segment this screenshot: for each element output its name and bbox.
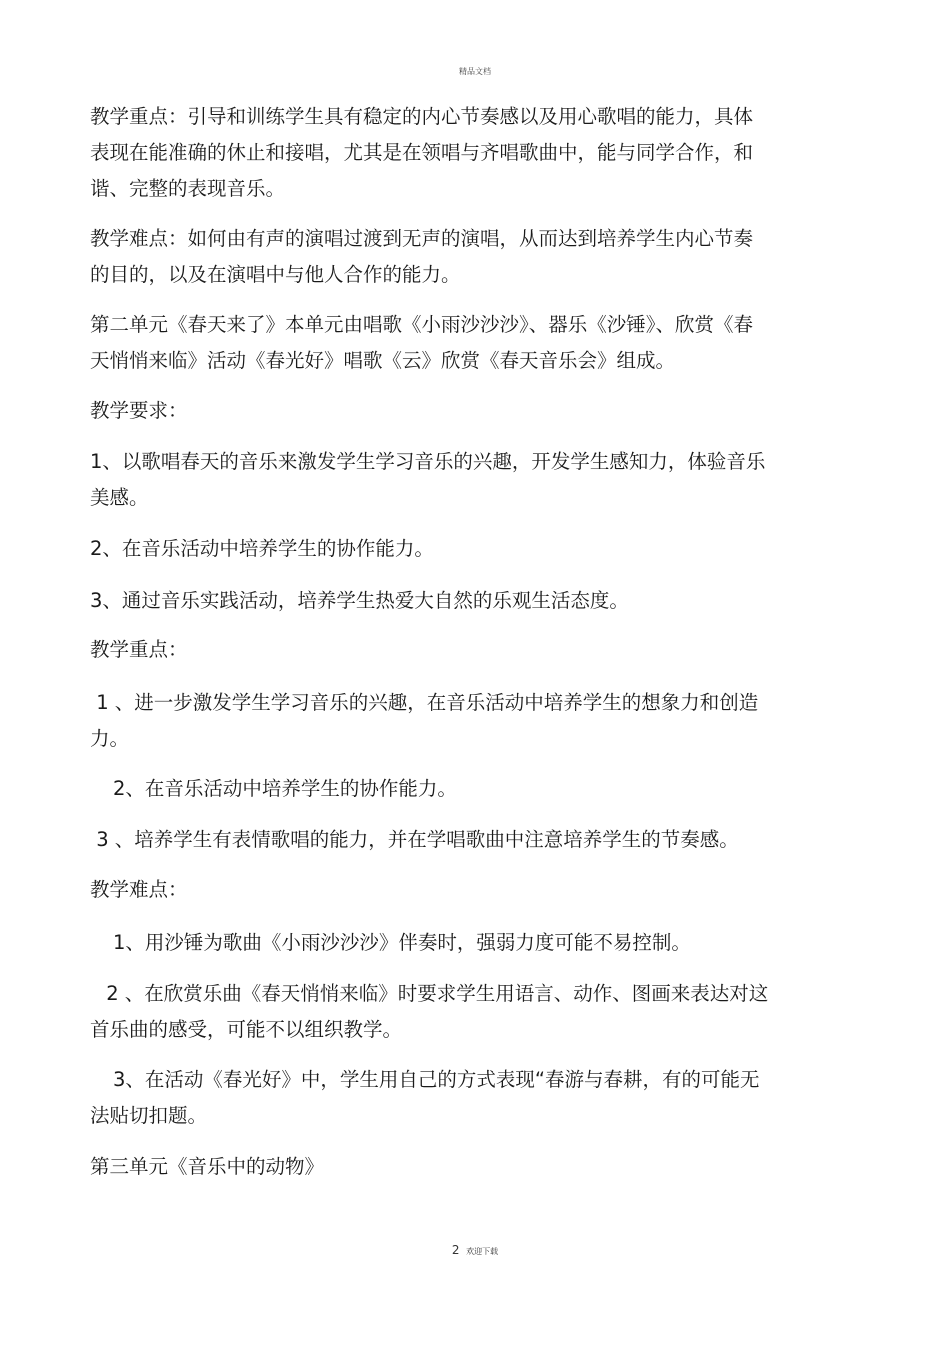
heading-unit-three [90, 1149, 830, 1185]
paragraph-teaching-focus-1 [90, 99, 830, 207]
text-line: 表现在能准确的休止和接唱，尤其是在领唱与齐唱歌曲中，能与同学合作，和 [90, 141, 754, 164]
footer-text: 欢迎下载 [466, 1247, 499, 1256]
text-line: 教学重点： [90, 638, 188, 661]
difficulty-item-1 [113, 925, 853, 961]
text-line: 美感。 [90, 486, 149, 509]
text-line: 法贴切扣题。 [90, 1104, 208, 1127]
text-line: 第三单元《音乐中的动物》 [90, 1155, 325, 1178]
focus-item-1 [90, 685, 830, 757]
text-line: 2、在音乐活动中培养学生的协作能力。 [113, 777, 457, 800]
text-line: 2、在音乐活动中培养学生的协作能力。 [90, 537, 434, 560]
text-line: 首乐曲的感受，可能不以组织教学。 [90, 1018, 403, 1041]
requirement-item-1 [90, 444, 830, 516]
text-line: 谐、完整的表现音乐。 [90, 177, 286, 200]
text-line: 3 、培养学生有表情歌唱的能力，并在学唱歌曲中注意培养学生的节奏感。 [90, 828, 739, 851]
text-line: 3、通过音乐实践活动，培养学生热爱大自然的乐观生活态度。 [90, 589, 629, 612]
heading-teaching-requirements [90, 393, 830, 429]
requirement-item-2 [90, 531, 830, 567]
heading-teaching-difficulty [90, 872, 830, 908]
focus-item-2 [113, 771, 853, 807]
text-line: 1、以歌唱春天的音乐来激发学生学习音乐的兴趣，开发学生感知力，体验音乐 [90, 450, 766, 473]
paragraph-unit-two-intro [90, 307, 830, 379]
requirement-item-3 [90, 583, 830, 619]
difficulty-item-2 [90, 976, 830, 1048]
text-line: 力。 [90, 727, 130, 750]
text-line: 第二单元《春天来了》本单元由唱歌《小雨沙沙沙》、器乐《沙锤》、欣赏《春 [90, 313, 754, 336]
paragraph-teaching-difficulty-1 [90, 221, 830, 293]
text-line: 1 、进一步激发学生学习音乐的兴趣，在音乐活动中培养学生的想象力和创造 [90, 691, 759, 714]
text-line: 2 、在欣赏乐曲《春天悄悄来临》时要求学生用语言、动作、图画来表达对这 [100, 982, 769, 1005]
difficulty-item-3 [90, 1062, 830, 1134]
text-line: 1、用沙锤为歌曲《小雨沙沙沙》伴奏时，强弱力度可能不易控制。 [113, 931, 691, 954]
text-line: 教学难点：如何由有声的演唱过渡到无声的演唱，从而达到培养学生内心节奏 [90, 227, 754, 250]
page-header: 精品文档 [459, 67, 491, 76]
text-line: 3、在活动《春光好》中，学生用自己的方式表现“春游与春耕，有的可能无 [113, 1068, 760, 1091]
focus-item-3 [90, 822, 830, 858]
text-line: 教学难点： [90, 878, 188, 901]
heading-teaching-focus [90, 632, 830, 668]
text-line: 教学重点：引导和训练学生具有稳定的内心节奏感以及用心歌唱的能力，具体 [90, 105, 754, 128]
text-line: 的目的，以及在演唱中与他人合作的能力。 [90, 263, 461, 286]
page-footer [0, 1243, 950, 1257]
text-line: 教学要求： [90, 399, 188, 422]
text-line: 天悄悄来临》活动《春光好》唱歌《云》欣赏《春天音乐会》组成。 [90, 349, 676, 372]
page-number: 2 [451, 1243, 460, 1257]
